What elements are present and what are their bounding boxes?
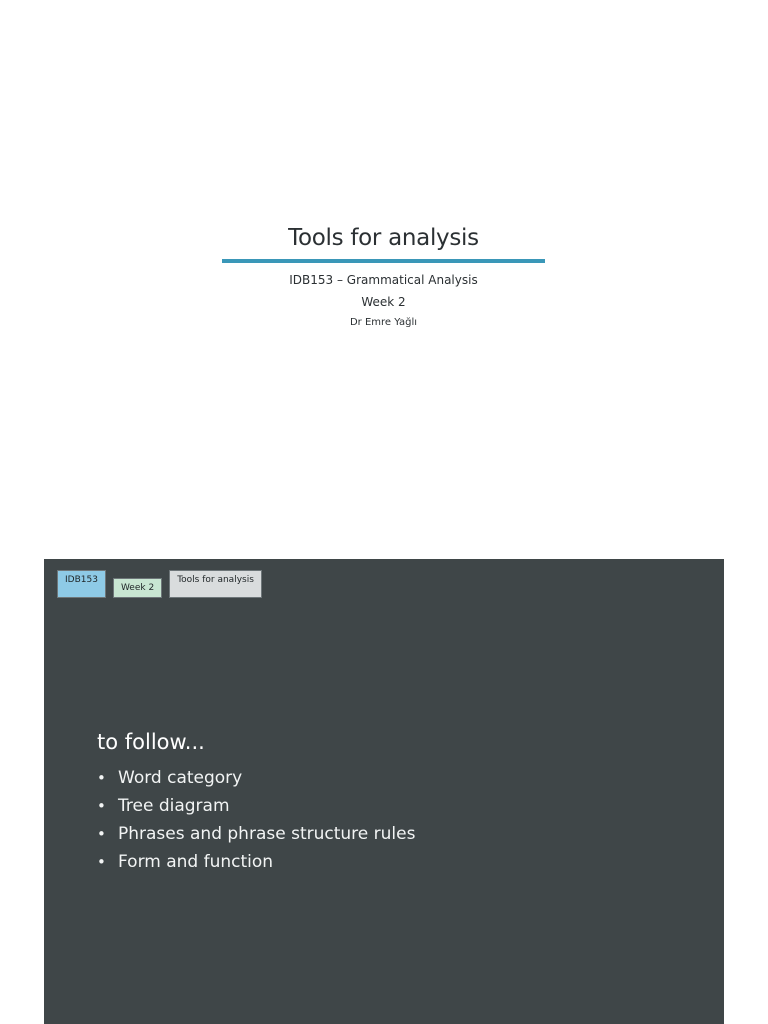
bullet-icon: •: [97, 769, 106, 787]
list-item-text: Tree diagram: [118, 796, 230, 816]
bullet-icon: •: [97, 825, 106, 843]
list-item-text: Word category: [118, 768, 243, 788]
breadcrumb-topic[interactable]: Tools for analysis: [169, 570, 262, 598]
title-block: [222, 222, 545, 329]
author-name: Dr Emre Yağlı: [349, 317, 418, 328]
list-item: [97, 820, 415, 848]
list-item: [97, 764, 415, 792]
content-slide: [44, 559, 724, 1024]
slide-title: Tools for analysis: [288, 225, 479, 251]
breadcrumb: [57, 570, 262, 598]
topic-list: [97, 764, 415, 876]
week-label: Week 2: [361, 295, 406, 309]
title-underline: [222, 259, 545, 263]
slide-content: [97, 729, 415, 876]
list-item: [97, 848, 415, 876]
list-item-text: Phrases and phrase structure rules: [118, 824, 416, 844]
section-heading: to follow...: [97, 730, 205, 754]
course-subtitle: IDB153 – Grammatical Analysis: [289, 273, 478, 287]
bullet-icon: •: [97, 797, 106, 815]
breadcrumb-week[interactable]: Week 2: [113, 578, 162, 598]
list-item: [97, 792, 415, 820]
bullet-icon: •: [97, 853, 106, 871]
list-item-text: Form and function: [118, 852, 274, 872]
breadcrumb-course[interactable]: IDB153: [57, 570, 106, 598]
